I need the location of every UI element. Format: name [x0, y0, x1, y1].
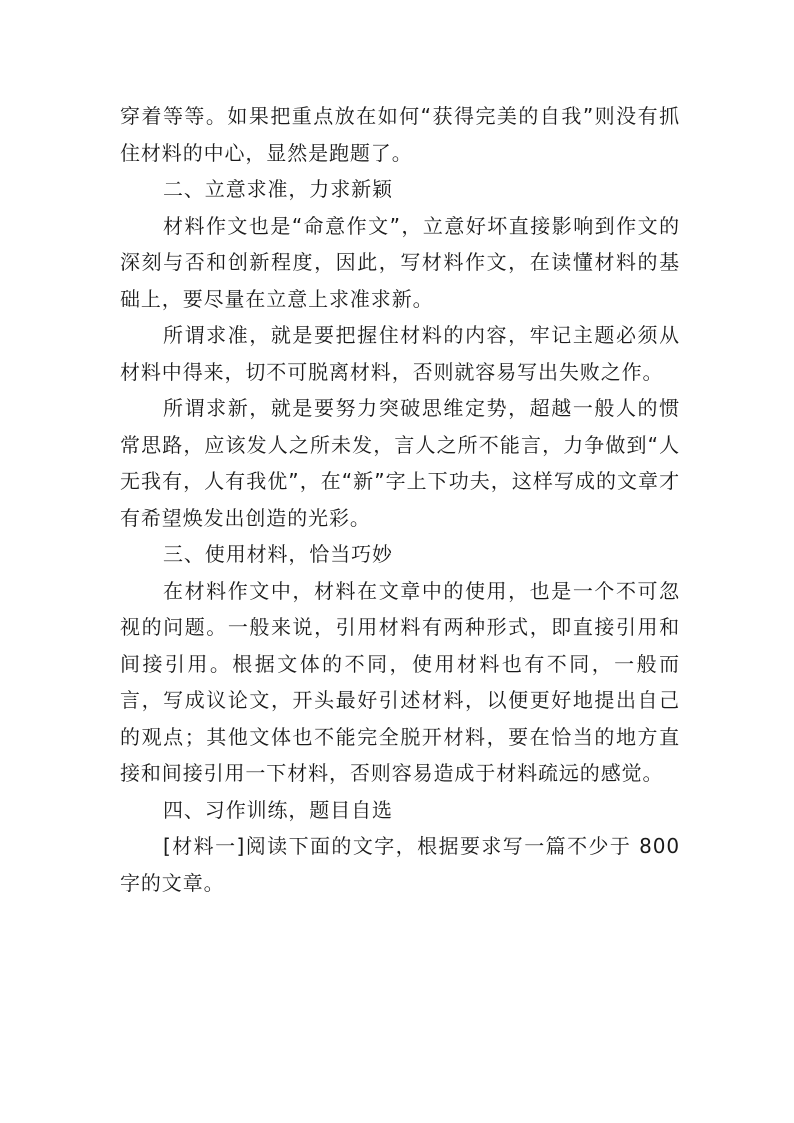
- paragraph-topic-intent: 材料作文也是“命意作文”，立意好坏直接影响到作文的深刻与否和创新程度，因此，写材料作文，在读懂材料的基础上，要尽量在立意上求准求新。: [120, 213, 680, 311]
- paragraph-using-material: 在材料作文中，材料在文章中的使用，也是一个不可忽视的问题。一般来说，引用材料有两种形式，即直接引用和间接引用。根据文体的不同，使用材料也有不同，一般而言，写成议论文，开头最好引述材料，以便更好地提出自己的观点；其他文体也不能完全脱开材料，要在恰当的地方直接和间接引用一下材料，否则容易造成于材料疏远的感觉。: [120, 578, 680, 785]
- section-heading-2: 二、立意求准，力求新颖: [163, 177, 393, 201]
- paragraph-novelty: 所谓求新，就是要努力突破思维定势，超越一般人的惯常思路，应该发人之所未发，言人之所不能言，力争做到“人无我有，人有我优”，在“新”字上下功夫，这样写成的文章才有希望焕发出创造的光彩。: [120, 396, 680, 530]
- section-heading-3: 三、使用材料，恰当巧妙: [163, 542, 393, 566]
- paragraph-accuracy: 所谓求准，就是要把握住材料的内容，牢记主题必须从材料中得来，切不可脱离材料，否则就容易写出失败之作。: [120, 323, 680, 384]
- paragraph-material-one: [材料一]阅读下面的文字，根据要求写一篇不少于 800字的文章。: [120, 834, 680, 895]
- paragraph-continuation: 穿着等等。如果把重点放在如何“获得完美的自我”则没有抓住材料的中心，显然是跑题了。: [120, 104, 680, 165]
- section-heading-4: 四、习作训练，题目自选: [163, 797, 393, 822]
- document-body: [120, 98, 680, 901]
